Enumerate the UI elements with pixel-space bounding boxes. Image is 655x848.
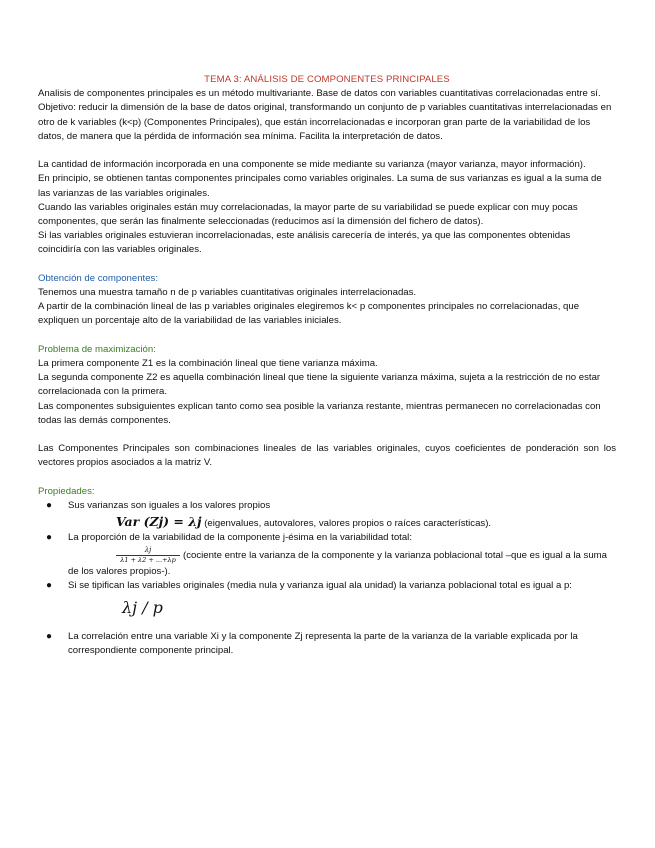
propiedad-1-text: Sus varianzas son iguales a los valores propios <box>68 500 271 512</box>
intro-paragraph-1: Analisis de componentes principales es un método multivariante. Base de datos con variables cuantitativas correlacionadas entre sí. <box>38 88 601 100</box>
varianza-paragraph-4: Si las variables originales estuvieran incorrelacionadas, este análisis carecería de interés, ya que las componentes obtenidas coincidiría con las variables originales. <box>38 230 571 256</box>
document-title: TEMA 3: ANÁLISIS DE COMPONENTES PRINCIPALES <box>204 74 450 85</box>
list-item <box>38 531 616 578</box>
heading-obtencion: Obtención de componentes: <box>38 272 159 284</box>
propiedad-4-text: La correlación entre una variable Xi y la componente Zj representa la parte de la varianza de la variable explicada por la correspondiente componente principal. <box>68 631 578 657</box>
list-item <box>38 630 616 658</box>
document-page <box>38 73 616 658</box>
problema-line-2: La segunda componente Z2 es aquella combinación lineal que tiene la siguiente varianza máxima, sujeta a la restricción de no estar correlacionada con la primera. <box>38 372 601 398</box>
bullet-icon: ● <box>46 532 53 544</box>
bullet-icon: ● <box>46 579 53 591</box>
formula-denominator: λ1 + λ2 + ...+λp <box>120 555 176 564</box>
varianza-paragraph-3: Cuando las variables originales están muy correlacionadas, la mayor parte de su variabilidad se puede explicar con muy pocas componentes, que serán las finalmente seleccionadas (reducimos así la dimensión del fichero de datos). <box>38 201 578 228</box>
obtencion-line-2: A partir de la combinación lineal de las p variables originales elegiremos k< p componentes principales no correlacionadas, que expliquen un porcentaje alto de la variabilidad de las variables iniciales. <box>38 301 580 327</box>
heading-problema: Problema de maximización: <box>38 343 156 355</box>
propiedad-3-text: Si se tipifican las variables originales (media nula y varianza igual ala unidad) la varianza poblacional total es igual a p: <box>68 579 572 591</box>
combinaciones-paragraph: Las Componentes Principales son combinaciones lineales de las variables originales, cuyos coeficientes de ponderación son los vectores propios asociados a la matriz V. <box>38 443 616 469</box>
varianza-paragraph-1: La cantidad de información incorporada en una componente se mide mediante su varianza (mayor varianza, mayor información). <box>38 159 586 171</box>
formula-var-zj: Var (Zj) = λj <box>116 514 202 530</box>
propiedad-1-after: (eigenvalues, autovalores, valores propios o raíces características). <box>204 518 492 530</box>
formula-lambda-p: λj / p <box>122 598 163 618</box>
list-item <box>38 499 616 531</box>
bullet-icon: ● <box>46 631 53 643</box>
list-item <box>38 579 616 630</box>
bullet-icon: ● <box>46 500 53 512</box>
propiedad-2-after: (cociente entre la varianza de la componente y la varianza poblacional total –que es igual a la suma de los valores propios-). <box>68 549 607 577</box>
intro-paragraph-2: Objetivo: reducir la dimensión de la base de datos original, transformando un conjunto de p variables cuantitativas interrelacionadas en otro de k variables (k<p) (Componentes Principales), que están incorrelacionadas e incorporan gran parte de la variabilidad de los datos, de manera que la pérdida de información sea mínima. Facilita la interpretación de datos. <box>38 102 612 142</box>
propiedades-list <box>38 499 616 658</box>
varianza-paragraph-2: En principio, se obtienen tantas componentes principales como variables originales. La suma de sus varianzas es igual a la suma de las varianzas de las variables originales. <box>38 173 602 199</box>
problema-line-1: La primera componente Z1 es la combinación lineal que tiene varianza máxima. <box>38 358 378 370</box>
heading-propiedades: Propiedades: <box>38 485 95 497</box>
formula-numerator: λj <box>144 545 152 554</box>
propiedad-2-text: La proporción de la variabilidad de la componente j-ésima en la variabilidad total: <box>68 532 412 544</box>
problema-line-3: Las componentes subsiguientes explican tanto como sea posible la varianza restante, mientras permanecen no correlacionadas con todas las demás componentes. <box>38 400 601 426</box>
formula-proporcion <box>116 546 180 565</box>
obtencion-line-1: Tenemos una muestra tamaño n de p variables cuantitativas originales interrelacionadas. <box>38 287 417 299</box>
